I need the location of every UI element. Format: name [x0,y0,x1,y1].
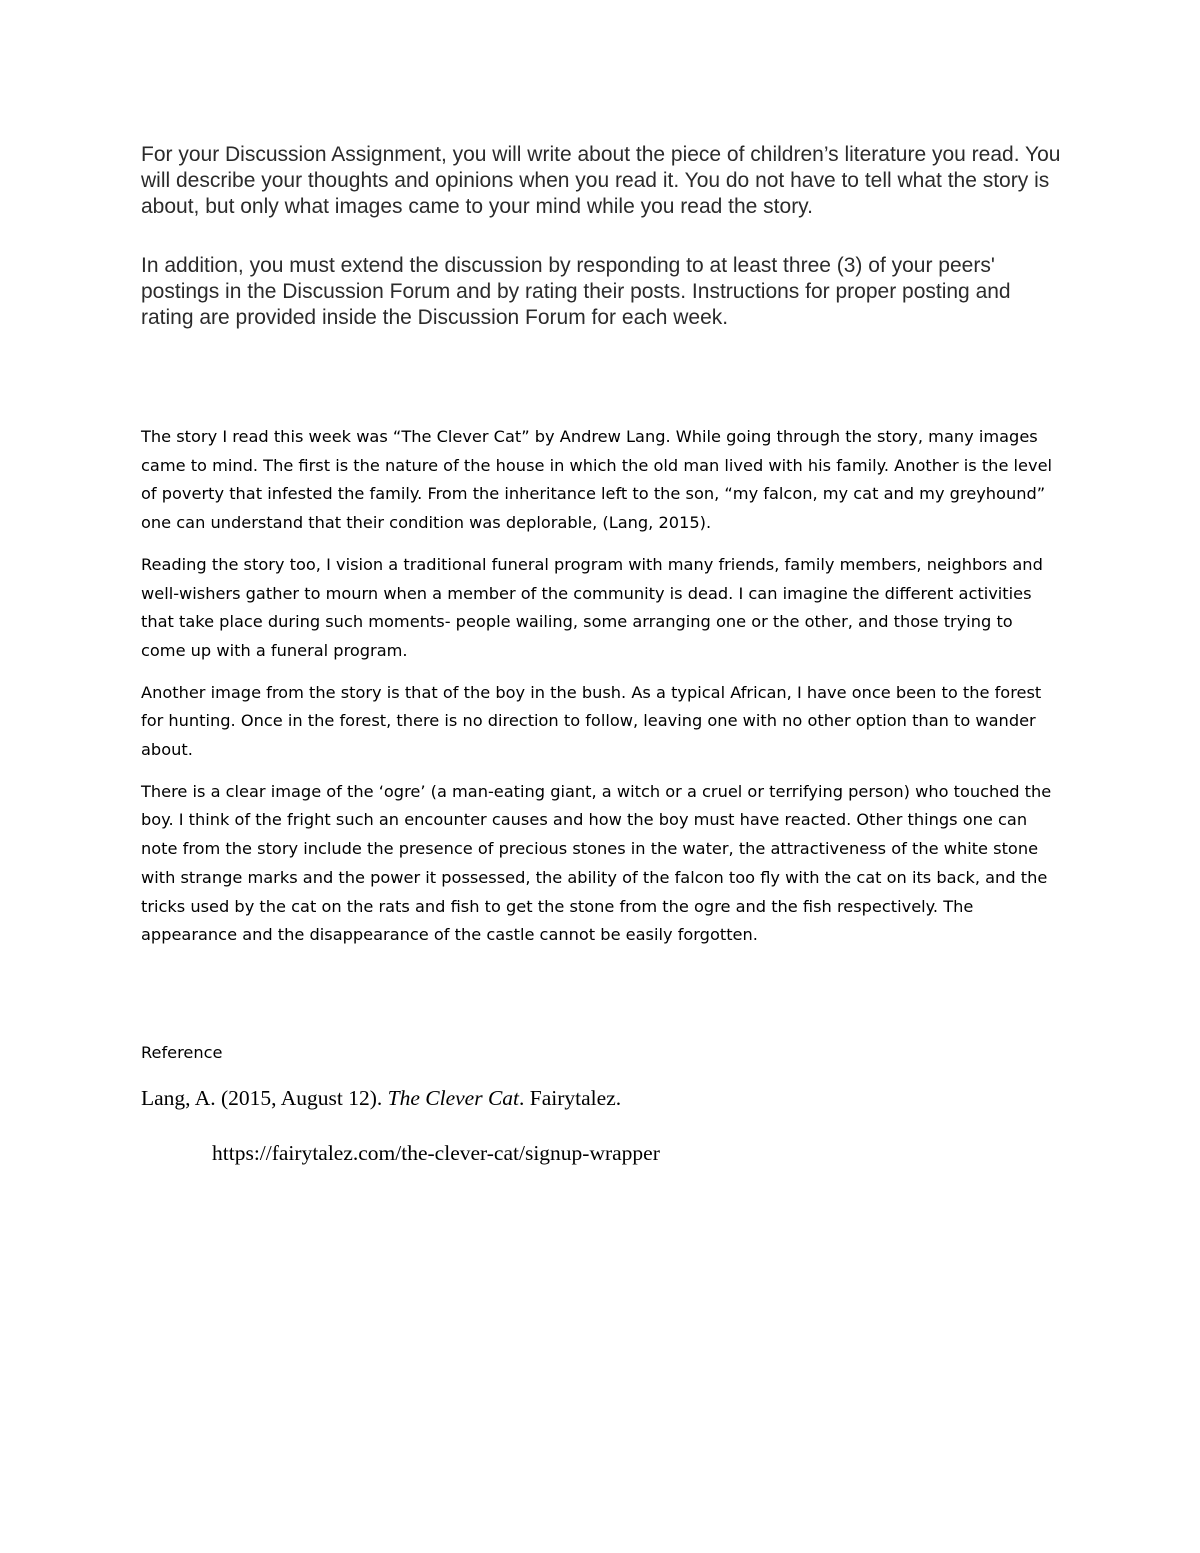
response-paragraph-2: Reading the story too, I vision a traditional funeral program with many friends, family members, neighbors and well-wishers gather to mourn when a member of the community is dead. I can imagine the different activities that take place during such moments- people wailing, some arranging one or the other, and those trying to come up with a funeral program. [141,554,1043,660]
response-paragraph-3: Another image from the story is that of the boy in the bush. As a typical African, I have once been to the forest for hunting. Once in the forest, there is no direction to follow, leaving one with no other option than to wander about. [141,682,1042,760]
discussion-response [141,423,1056,963]
reference-citation [141,1083,621,1113]
instructions-paragraph-2: In addition, you must extend the discussion by responding to at least three (3) of your peers' postings in the Discussion Forum and by rating their posts. Instructions for proper posting and rating are provided inside the Discussion Forum for each week. [141,254,1011,329]
citation-title: The Clever Cat [387,1086,520,1110]
reference-heading: Reference [141,1043,223,1062]
assignment-instructions [141,142,1061,364]
citation-prefix: Lang, A. (2015, August 12). [141,1086,388,1110]
instructions-paragraph-1: For your Discussion Assignment, you will write about the piece of children’s literature you read. You will describe your thoughts and opinions when you read it. You do not have to tell what the story is about, but only what images came to your mind while you read the story. [141,143,1061,218]
reference-url[interactable]: https://fairytalez.com/the-clever-cat/signup-wrapper [212,1141,660,1165]
response-paragraph-4: There is a clear image of the ‘ogre’ (a man-eating giant, a witch or a cruel or terrifying person) who touched the boy. I think of the fright such an encounter causes and how the boy must have reacted. Other things one can note from the story include the presence of precious stones in the water, the attractiveness of the white stone with strange marks and the power it possessed, the ability of the falcon too fly with the cat on its back, and the tricks used by the cat on the rats and fish to get the stone from the ogre and the fish respectively. The appearance and the disappearance of the castle cannot be easily forgotten. [141,781,1052,945]
response-paragraph-1: The story I read this week was “The Clever Cat” by Andrew Lang. While going through the story, many images came to mind. The first is the nature of the house in which the old man lived with his family. Another is the level of poverty that infested the family. From the inheritance left to the son, “my falcon, my cat and my greyhound” one can understand that their condition was deplorable, (Lang, 2015). [141,427,1053,533]
citation-suffix: . Fairytalez. [519,1086,622,1110]
